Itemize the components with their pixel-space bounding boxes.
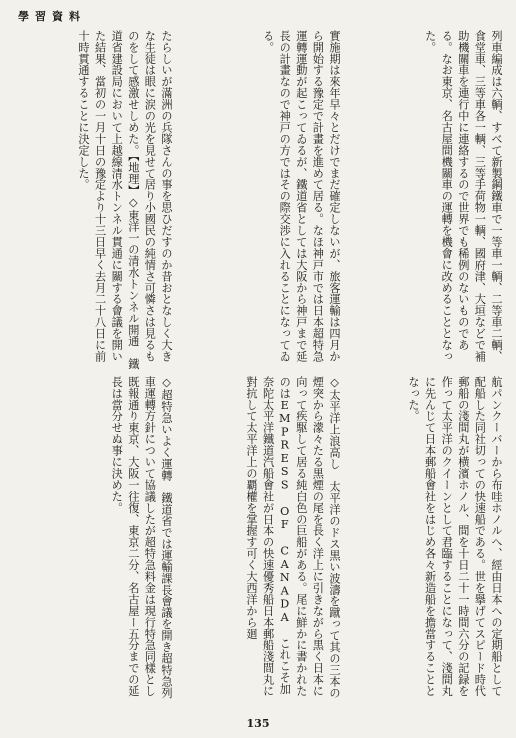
text-column-right-bottom: 航パンクーバーから布哇ホノルへ、經由日本への定期船として配船した同社切っての快速船である。世を擧げてスピード時代郵船の淺間丸が横濱ホノル、間を十日二十一時間六分の記録を作って太平洋のクイーンとして君臨することになって、淺間丸に先んじて日本郵船會社をはじめ各々新造船を擔當することとなった。	[407, 376, 503, 697]
text-column-left-top: たらしいが滿洲の兵隊さんの事を思ひだすのか昔おとなしく大きな生徒は眼に涙の光を見せて居り小國民の純情さ可憐さは見るものをして感激せしめた。【地理】◇東洋一の清水トンネル開通 鐵道省建設局において上越線清水トンネル貫通に關する會議を開いた結果、當初の一月十日の豫定より十三日早く去月二十八日に前十時貫通することに決定した。	[77, 30, 173, 370]
running-header: 學習資料	[18, 10, 86, 23]
text-column-middle-top: 實施期は來年早々とだけでまだ確定しないが、旅客運輸は四月から開始する豫定で計畫を進めて居る。なほ神戸市では日本超特急運轉運動が起こってゐるが、鐵道省としては大阪から神戸まで延長の計畫なので神戸の方ではその際交渉に入れることになってゐる。	[261, 30, 341, 363]
page-number: 135	[246, 717, 270, 730]
text-column-left-bottom: ◇超特急いよく運轉 鐵道省では運輸課長會議を開き超特急列車運轉方針について協議したが超特急料金は現行特急同樣とし既報通り東京、大阪一往復、東京二分、名古屋ー五分までの延長は當分せぬ事に決めた。	[110, 376, 173, 699]
text-column-middle-bottom: ◇太平洋上浪高し 太平洋のドス黒い波濤を蹴って其の三本の煙突から濛々たる黒煙の尾を長く洋上に引きながら黒く日本に向って疾駆して居る純白色の巨船がある。尾に鮮かに書かれたのはEMPRESS OF CANADA これこそ加奈陀太平洋鐵道汽船會社が日本の快速優秀船日本郵船淺間丸に對抗して太平洋上の覇權を掌握す可く大西洋から廻	[245, 376, 341, 699]
text-column-right-top: 列車編成は六輌、すべて新製鋼鐵車で一等車一輌、二等車二輌、食堂車、三等車各一輌、三等手荷物一輌、國府津、大垣などで補助機關車を連行中に連絡するので世界でも稀例のないものである。なお東京、名古屋間機關車の運轉を機會に改めることとなった。	[423, 30, 503, 363]
